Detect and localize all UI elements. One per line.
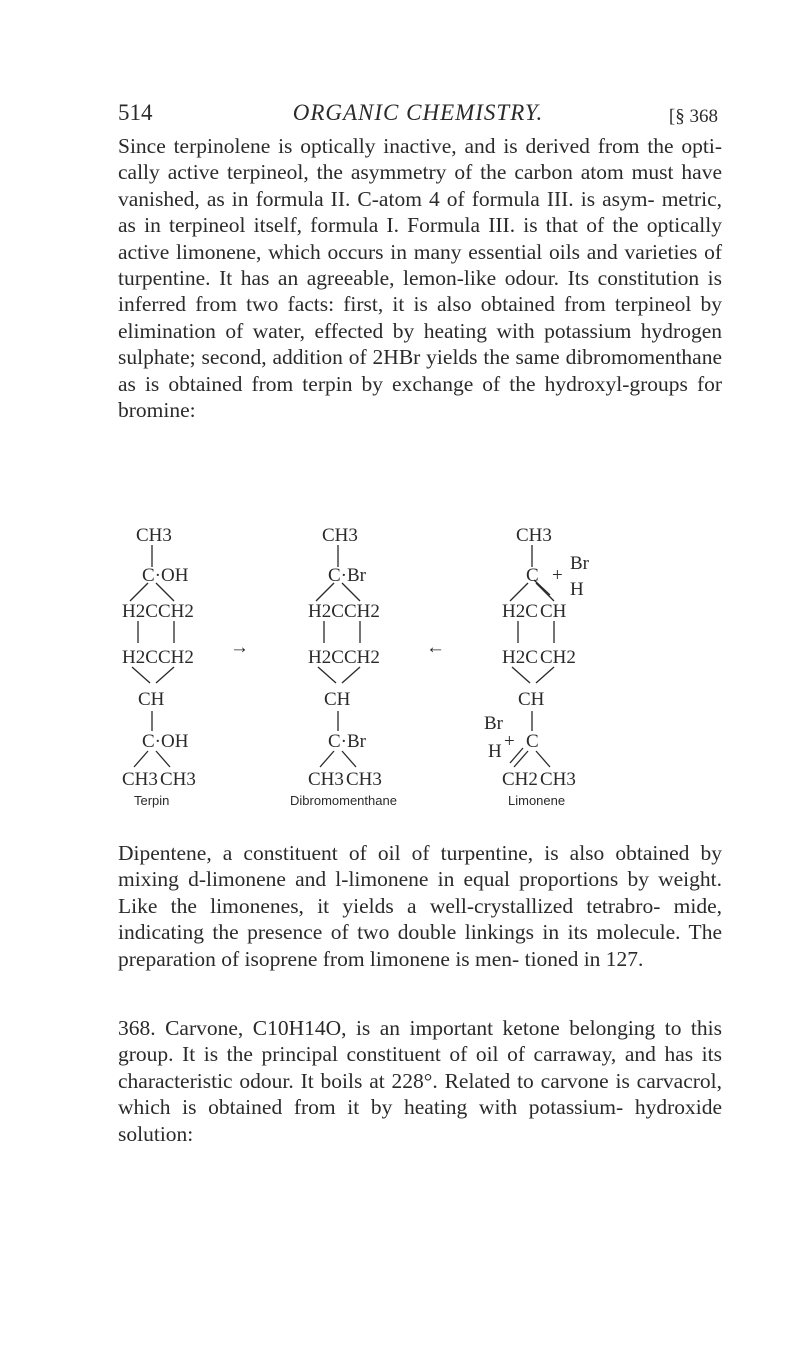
terpin-c-oh-bottom: C·OH <box>142 731 189 752</box>
terpin-ch2-lower: CH2 <box>158 647 194 668</box>
limonene-h-bottom: H <box>488 741 502 762</box>
text-line: Formula III. is that of the optically active limonene, which <box>118 213 723 264</box>
arrow-left: ← <box>426 637 445 658</box>
paragraph-carvone <box>118 1015 722 1147</box>
text-line: facts: first, it is also obtained from terpineol by elimination of <box>118 292 722 343</box>
limonene-ch3-top: CH3 <box>516 525 552 546</box>
limonene-br-top: Br <box>570 553 589 574</box>
terpin-ch3-left: CH3 <box>122 769 158 790</box>
text-line: water, effected by heating with potassium hydrogen sulphate; <box>118 318 722 370</box>
dibromo-ch3-right: CH3 <box>346 769 382 790</box>
terpin-h2c-lower: H2C <box>122 647 158 668</box>
limonene-h2c-lower: H2C <box>502 647 538 668</box>
limonene-ch2-left: CH2 <box>502 769 538 790</box>
caption-limonene: Limonene <box>508 793 566 808</box>
text-line: Since terpinolene is optically inactive, and is derived from the opti- <box>118 134 722 158</box>
text-line: weight. Like the limonenes, it yields a well-crystallized tetrabro- <box>118 867 723 918</box>
text-line: is carvacrol, which is obtained from it by heating with potassium- <box>118 1068 723 1120</box>
page-number: 514 <box>118 100 153 125</box>
dibromo-c-br-bottom: C·Br <box>328 731 366 752</box>
text-line: second, addition of 2HBr yields the same dibromomenthane as is <box>118 345 722 396</box>
limonene-h-top: H <box>570 579 584 600</box>
text-line: molecule. The preparation of isoprene from limonene is men- <box>118 920 722 971</box>
text-line: agreeable, lemon-like odour. Its constitution is inferred from two <box>118 266 722 317</box>
limonene-plus-top: + <box>552 565 563 586</box>
caption-terpin: Terpin <box>134 793 170 808</box>
limonene-ch3-right: CH3 <box>540 769 576 790</box>
paragraph-dipentene <box>118 840 722 972</box>
text-line: mide, indicating the presence of two double linkings in its <box>118 893 722 945</box>
dibromo-h2c-lower: H2C <box>308 647 344 668</box>
limonene-c-bottom: C <box>526 731 539 752</box>
terpin-ch3-right: CH3 <box>160 769 196 790</box>
limonene-ch-upper: CH <box>540 601 567 622</box>
text-line: by mixing d-limonene and l-limonene in equal proportions by <box>118 841 723 892</box>
text-line: cally active terpineol, the asymmetry of the carbon atom must <box>118 160 674 185</box>
limonene-br-bottom: Br <box>484 713 503 734</box>
dibromo-ch2-upper: CH2 <box>344 601 380 622</box>
terpin-ch2-upper: CH2 <box>158 601 194 622</box>
text-line: obtained from terpin by exchange of the hydroxyl-groups for <box>168 371 723 396</box>
limonene-c-top: C <box>526 565 539 586</box>
running-title: ORGANIC CHEMISTRY. <box>292 100 544 125</box>
text-line: metric, as in terpineol itself, formula I. <box>118 186 722 238</box>
limonene-ch: CH <box>518 689 545 710</box>
paragraph-terpinolene-limonene <box>118 133 722 423</box>
arrow-right: → <box>230 637 249 658</box>
text-line: bromine: <box>118 398 196 423</box>
terpin-ch: CH <box>138 689 165 710</box>
dibromo-ch3-left: CH3 <box>308 769 344 790</box>
dibromo-c-br-top: C·Br <box>328 565 366 586</box>
limonene-h2c-upper: H2C <box>502 601 538 622</box>
text-line: this group. It is the principal constituent of oil of carraway, and <box>118 1016 722 1067</box>
terpin-ch3-top: CH3 <box>136 525 172 546</box>
text-line: tioned in 127. <box>524 946 644 971</box>
dibromo-ch: CH <box>324 689 351 710</box>
terpin-h2c-upper: H2C <box>122 601 158 622</box>
dibromo-ch3-top: CH3 <box>322 525 358 546</box>
text-line: 368. Carvone, C10H14O, is an important ketone belonging to <box>118 1016 682 1040</box>
page-header <box>118 100 718 136</box>
limonene-plus-bottom: + <box>504 731 515 752</box>
text-line: occurs in many essential oils and varieties of turpentine. It has an <box>118 239 722 291</box>
text-line: Dipentene, a constituent of oil of turpentine, is also obtained <box>118 841 690 865</box>
text-line: has its characteristic odour. It boils at 228°. Related to carvone <box>118 1042 722 1093</box>
section-marker: [§ 368 <box>668 106 718 127</box>
text-line: have vanished, as in formula II. C-atom 4 of formula III. is asym- <box>118 160 723 211</box>
limonene-ch2-lower: CH2 <box>540 647 576 668</box>
terpin-c-oh-top: C·OH <box>142 565 189 586</box>
dibromo-h2c-upper: H2C <box>308 601 344 622</box>
text-line: hydroxide solution: <box>118 1095 722 1146</box>
caption-dibromomenthane: Dibromomenthane <box>290 793 397 808</box>
dibromo-ch2-lower: CH2 <box>344 647 380 668</box>
